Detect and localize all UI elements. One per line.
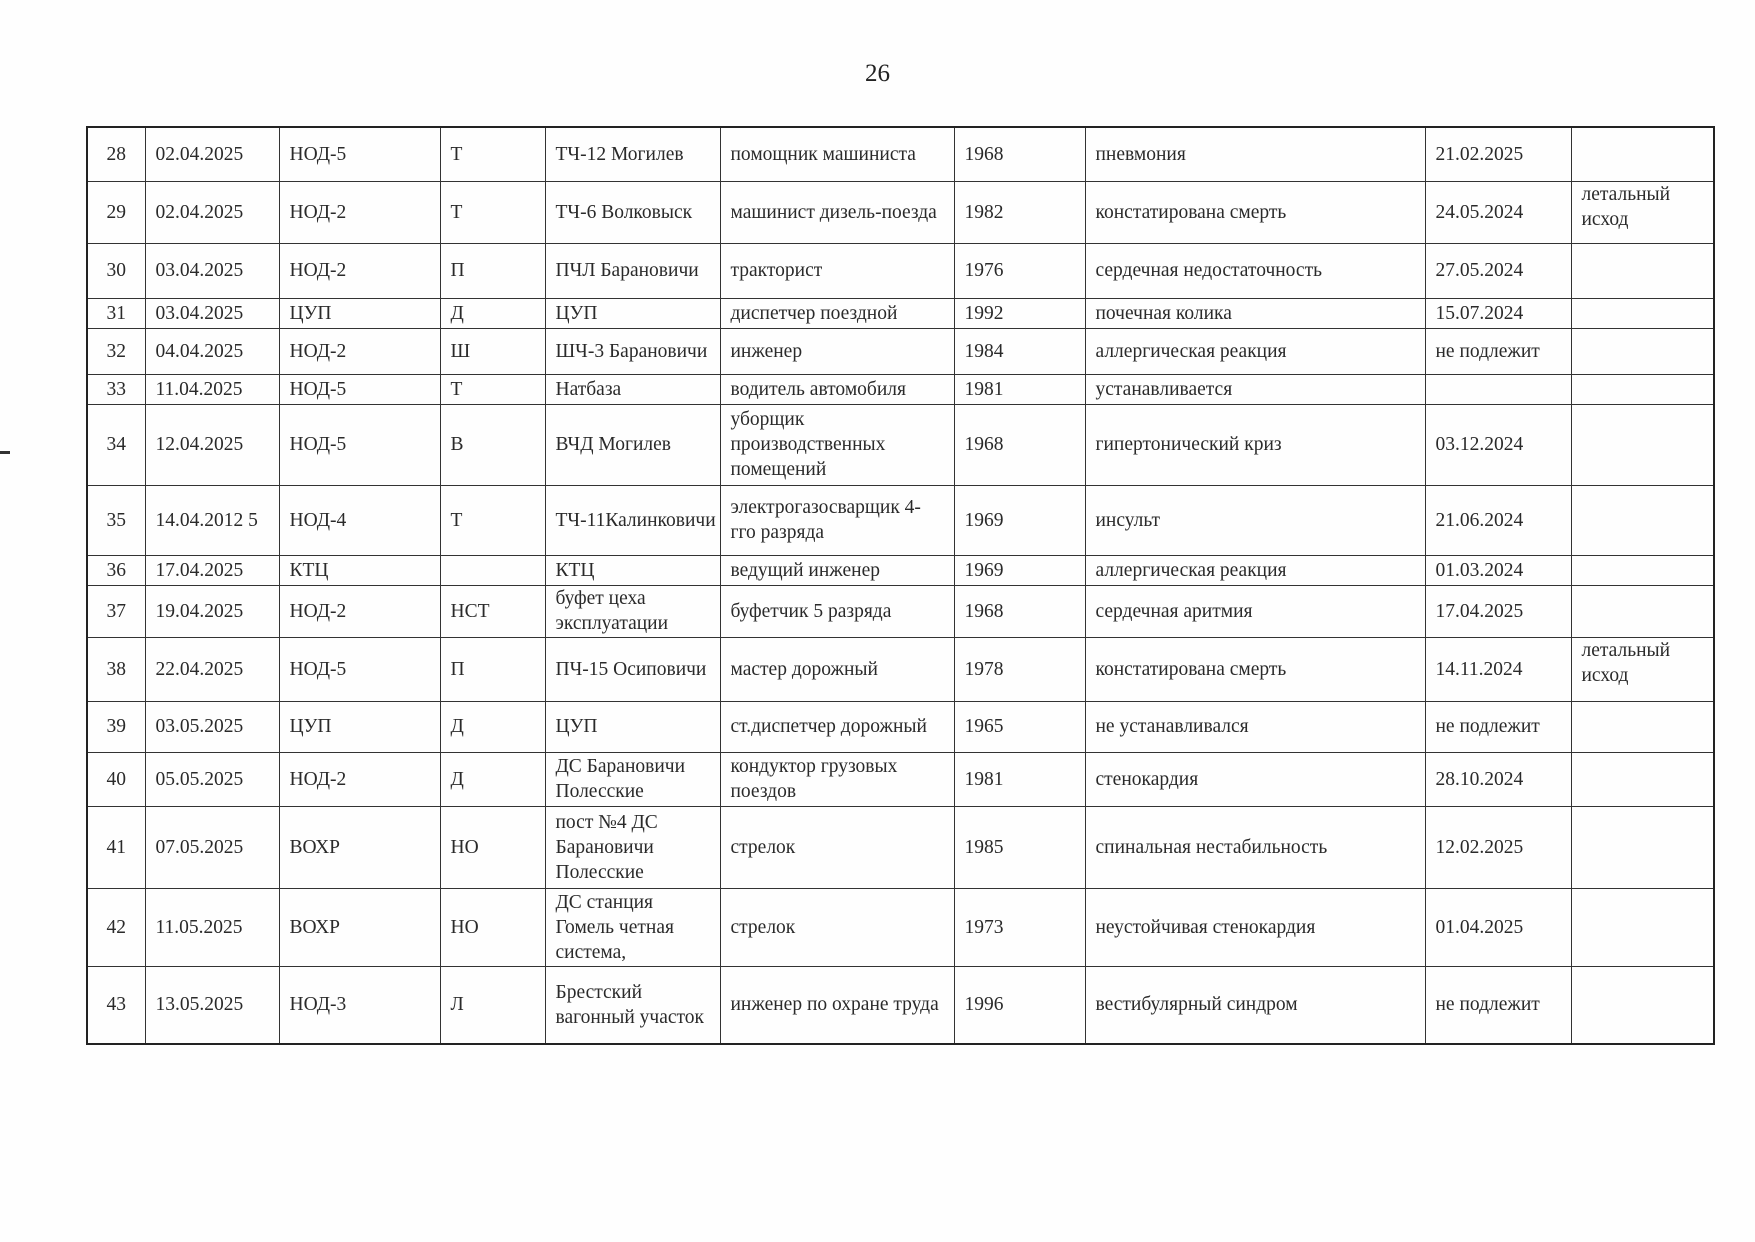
row-number: 36 (87, 555, 145, 585)
birth-year-cell: 1965 (954, 701, 1085, 752)
department-cell: ВОХР (279, 888, 440, 966)
row-number: 29 (87, 181, 145, 243)
position-cell: стрелок (720, 888, 954, 966)
exam-date-cell: 21.06.2024 (1425, 485, 1571, 555)
department-cell: НОД-3 (279, 966, 440, 1044)
table-row (87, 637, 1714, 701)
position-cell: тракторист (720, 243, 954, 298)
table-row (87, 328, 1714, 374)
service-code-cell: НО (440, 806, 545, 888)
birth-year-cell: 1968 (954, 404, 1085, 485)
service-code-cell: П (440, 637, 545, 701)
birth-year-cell: 1992 (954, 298, 1085, 328)
service-code-cell: Ш (440, 328, 545, 374)
department-cell: КТЦ (279, 555, 440, 585)
unit-cell: ПЧЛ Барановичи (545, 243, 720, 298)
table-row (87, 243, 1714, 298)
birth-year-cell: 1981 (954, 752, 1085, 806)
exam-date-cell: 01.03.2024 (1425, 555, 1571, 585)
diagnosis-cell: сердечная аритмия (1085, 585, 1425, 637)
birth-year-cell: 1984 (954, 328, 1085, 374)
note-cell (1571, 806, 1714, 888)
exam-date-cell: не подлежит (1425, 328, 1571, 374)
table-row (87, 127, 1714, 181)
row-number: 28 (87, 127, 145, 181)
position-cell: водитель автомобиля (720, 374, 954, 404)
row-number: 30 (87, 243, 145, 298)
service-code-cell: НСТ (440, 585, 545, 637)
position-cell: инженер (720, 328, 954, 374)
note-cell (1571, 243, 1714, 298)
position-cell: диспетчер поездной (720, 298, 954, 328)
unit-cell: ТЧ-12 Могилев (545, 127, 720, 181)
birth-year-cell: 1968 (954, 127, 1085, 181)
exam-date-cell: 14.11.2024 (1425, 637, 1571, 701)
scan-mark (0, 451, 10, 454)
unit-cell: ВЧД Могилев (545, 404, 720, 485)
exam-date-cell: 17.04.2025 (1425, 585, 1571, 637)
exam-date-cell: 24.05.2024 (1425, 181, 1571, 243)
diagnosis-cell: пневмония (1085, 127, 1425, 181)
birth-year-cell: 1985 (954, 806, 1085, 888)
service-code-cell: Д (440, 701, 545, 752)
row-number: 42 (87, 888, 145, 966)
service-code-cell: Т (440, 181, 545, 243)
unit-cell: пост №4 ДС Барановичи Полесские (545, 806, 720, 888)
birth-year-cell: 1978 (954, 637, 1085, 701)
diagnosis-cell: аллергическая реакция (1085, 555, 1425, 585)
department-cell: НОД-2 (279, 752, 440, 806)
department-cell: НОД-5 (279, 127, 440, 181)
table-row (87, 701, 1714, 752)
exam-date-cell: 21.02.2025 (1425, 127, 1571, 181)
diagnosis-cell: почечная колика (1085, 298, 1425, 328)
date-cell: 11.05.2025 (145, 888, 279, 966)
unit-cell: Натбаза (545, 374, 720, 404)
diagnosis-cell: инсульт (1085, 485, 1425, 555)
table-row (87, 404, 1714, 485)
date-cell: 02.04.2025 (145, 127, 279, 181)
department-cell: НОД-2 (279, 328, 440, 374)
date-cell: 11.04.2025 (145, 374, 279, 404)
position-cell: помощник машиниста (720, 127, 954, 181)
date-cell: 02.04.2025 (145, 181, 279, 243)
department-cell: ВОХР (279, 806, 440, 888)
note-cell (1571, 752, 1714, 806)
row-number: 31 (87, 298, 145, 328)
service-code-cell: П (440, 243, 545, 298)
service-code-cell: В (440, 404, 545, 485)
position-cell: ведущий инженер (720, 555, 954, 585)
position-cell: ст.диспетчер дорожный (720, 701, 954, 752)
position-cell: инженер по охране труда (720, 966, 954, 1044)
date-cell: 03.05.2025 (145, 701, 279, 752)
department-cell: НОД-2 (279, 181, 440, 243)
birth-year-cell: 1969 (954, 555, 1085, 585)
diagnosis-cell: стенокардия (1085, 752, 1425, 806)
table-row (87, 485, 1714, 555)
service-code-cell: НО (440, 888, 545, 966)
unit-cell: ШЧ-3 Барановичи (545, 328, 720, 374)
birth-year-cell: 1976 (954, 243, 1085, 298)
table-row (87, 374, 1714, 404)
table-row (87, 585, 1714, 637)
diagnosis-cell: спинальная нестабильность (1085, 806, 1425, 888)
birth-year-cell: 1973 (954, 888, 1085, 966)
date-cell: 07.05.2025 (145, 806, 279, 888)
note-cell (1571, 127, 1714, 181)
position-cell: кондуктор грузовых поездов (720, 752, 954, 806)
row-number: 41 (87, 806, 145, 888)
department-cell: ЦУП (279, 701, 440, 752)
date-cell: 17.04.2025 (145, 555, 279, 585)
department-cell: НОД-5 (279, 374, 440, 404)
note-cell (1571, 298, 1714, 328)
service-code-cell: Т (440, 485, 545, 555)
note-cell (1571, 485, 1714, 555)
department-cell: НОД-5 (279, 404, 440, 485)
diagnosis-cell: сердечная недостаточность (1085, 243, 1425, 298)
service-code-cell: Т (440, 374, 545, 404)
department-cell: НОД-2 (279, 585, 440, 637)
department-cell: НОД-4 (279, 485, 440, 555)
exam-date-cell (1425, 374, 1571, 404)
unit-cell: ПЧ-15 Осиповичи (545, 637, 720, 701)
unit-cell: ТЧ-6 Волковыск (545, 181, 720, 243)
diagnosis-cell: констатирована смерть (1085, 181, 1425, 243)
diagnosis-cell: вестибулярный синдром (1085, 966, 1425, 1044)
row-number: 35 (87, 485, 145, 555)
position-cell: мастер дорожный (720, 637, 954, 701)
table-row (87, 806, 1714, 888)
table-row (87, 555, 1714, 585)
position-cell: уборщик производственных помещений (720, 404, 954, 485)
birth-year-cell: 1968 (954, 585, 1085, 637)
position-cell: буфетчик 5 разряда (720, 585, 954, 637)
unit-cell: буфет цеха эксплуатации (545, 585, 720, 637)
exam-date-cell: 12.02.2025 (1425, 806, 1571, 888)
row-number: 37 (87, 585, 145, 637)
incident-table (86, 126, 1715, 1045)
diagnosis-cell: констатирована смерть (1085, 637, 1425, 701)
table-row (87, 298, 1714, 328)
diagnosis-cell: устанавливается (1085, 374, 1425, 404)
birth-year-cell: 1969 (954, 485, 1085, 555)
row-number: 32 (87, 328, 145, 374)
birth-year-cell: 1982 (954, 181, 1085, 243)
unit-cell: ЦУП (545, 298, 720, 328)
date-cell: 22.04.2025 (145, 637, 279, 701)
row-number: 38 (87, 637, 145, 701)
date-cell: 13.05.2025 (145, 966, 279, 1044)
exam-date-cell: не подлежит (1425, 701, 1571, 752)
exam-date-cell: 15.07.2024 (1425, 298, 1571, 328)
service-code-cell: Д (440, 752, 545, 806)
note-cell (1571, 966, 1714, 1044)
exam-date-cell: 01.04.2025 (1425, 888, 1571, 966)
unit-cell: Брестский вагонный участок (545, 966, 720, 1044)
row-number: 39 (87, 701, 145, 752)
unit-cell: ДС станция Гомель четная система, (545, 888, 720, 966)
note-cell: летальный исход (1571, 181, 1714, 243)
date-cell: 05.05.2025 (145, 752, 279, 806)
exam-date-cell: 03.12.2024 (1425, 404, 1571, 485)
exam-date-cell: 28.10.2024 (1425, 752, 1571, 806)
date-cell: 12.04.2025 (145, 404, 279, 485)
exam-date-cell: 27.05.2024 (1425, 243, 1571, 298)
birth-year-cell: 1981 (954, 374, 1085, 404)
note-cell (1571, 701, 1714, 752)
date-cell: 19.04.2025 (145, 585, 279, 637)
table-row (87, 181, 1714, 243)
table-row (87, 966, 1714, 1044)
service-code-cell (440, 555, 545, 585)
table-body (87, 127, 1714, 1044)
diagnosis-cell: аллергическая реакция (1085, 328, 1425, 374)
department-cell: НОД-2 (279, 243, 440, 298)
diagnosis-cell: гипертонический криз (1085, 404, 1425, 485)
row-number: 34 (87, 404, 145, 485)
row-number: 40 (87, 752, 145, 806)
birth-year-cell: 1996 (954, 966, 1085, 1044)
page-number: 26 (865, 60, 890, 87)
table-row (87, 752, 1714, 806)
diagnosis-cell: неустойчивая стенокардия (1085, 888, 1425, 966)
date-cell: 04.04.2025 (145, 328, 279, 374)
unit-cell: ЦУП (545, 701, 720, 752)
position-cell: электрогазосварщик 4-гго разряда (720, 485, 954, 555)
department-cell: ЦУП (279, 298, 440, 328)
note-cell (1571, 888, 1714, 966)
unit-cell: КТЦ (545, 555, 720, 585)
note-cell (1571, 404, 1714, 485)
service-code-cell: Д (440, 298, 545, 328)
position-cell: машинист дизель-поезда (720, 181, 954, 243)
date-cell: 03.04.2025 (145, 298, 279, 328)
note-cell (1571, 374, 1714, 404)
note-cell (1571, 328, 1714, 374)
note-cell (1571, 585, 1714, 637)
note-cell: летальный исход (1571, 637, 1714, 701)
table-row (87, 888, 1714, 966)
service-code-cell: Л (440, 966, 545, 1044)
exam-date-cell: не подлежит (1425, 966, 1571, 1044)
date-cell: 03.04.2025 (145, 243, 279, 298)
date-cell: 14.04.2012 5 (145, 485, 279, 555)
service-code-cell: Т (440, 127, 545, 181)
note-cell (1571, 555, 1714, 585)
department-cell: НОД-5 (279, 637, 440, 701)
row-number: 33 (87, 374, 145, 404)
unit-cell: ДС Барановичи Полесские (545, 752, 720, 806)
position-cell: стрелок (720, 806, 954, 888)
row-number: 43 (87, 966, 145, 1044)
unit-cell: ТЧ-11Калинковичи (545, 485, 720, 555)
diagnosis-cell: не устанавливался (1085, 701, 1425, 752)
